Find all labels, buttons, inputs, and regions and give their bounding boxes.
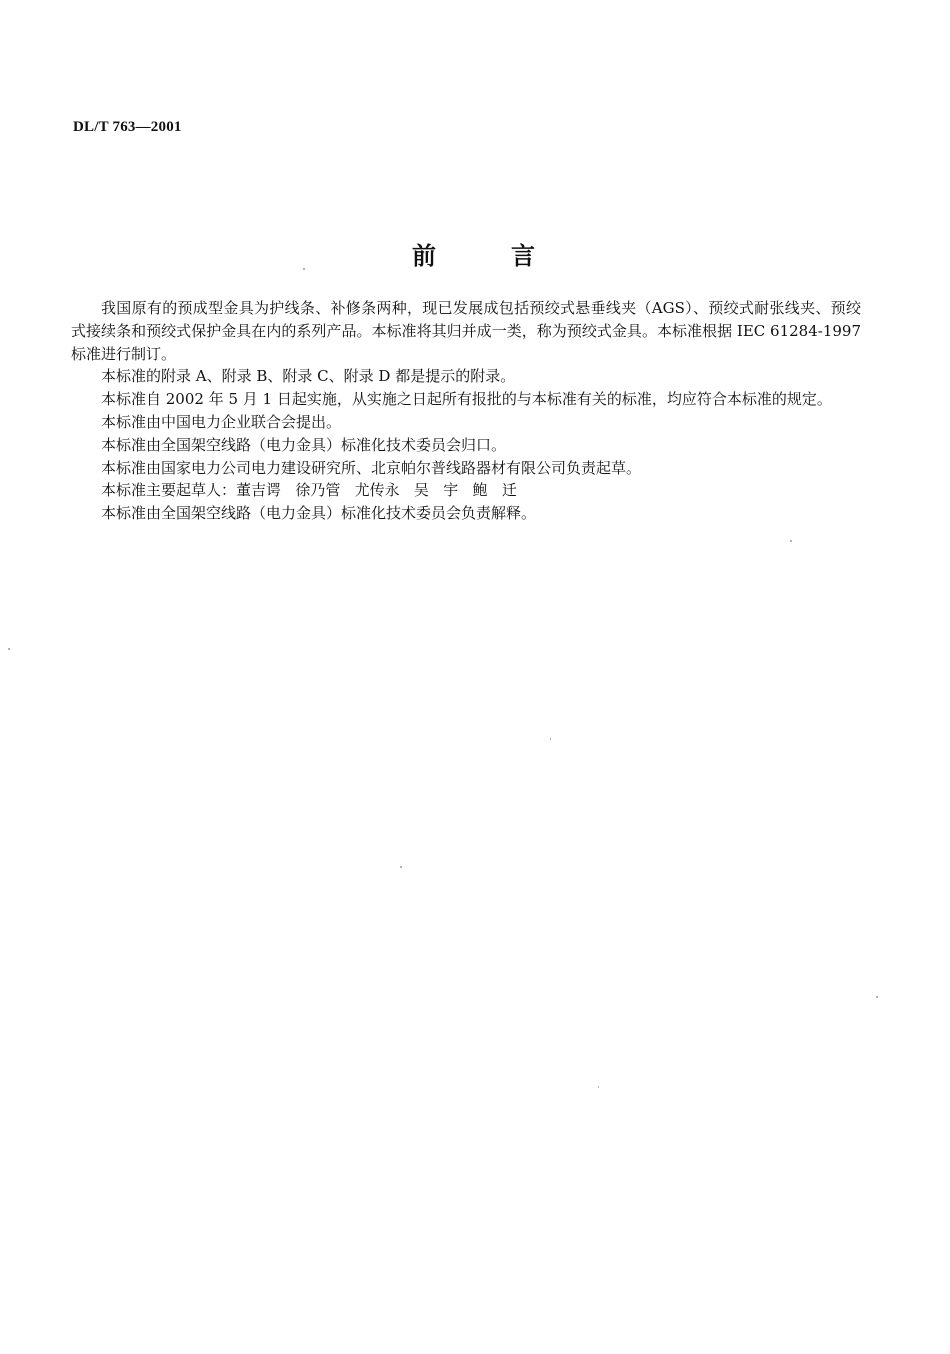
- paragraph-centralized: 本标准由全国架空线路（电力金具）标准化技术委员会归口。: [101, 435, 507, 454]
- page-title: [0, 236, 950, 271]
- drafters-names: 董吉谔 徐乃管 尤传永 吴 宇 鲍 迁: [236, 481, 517, 500]
- foreword-body: [71, 297, 861, 525]
- paragraph-drafters: [71, 479, 861, 502]
- scan-speck: [598, 1086, 599, 1088]
- scan-speck: [8, 648, 10, 650]
- paragraph-drafting-units: 本标准由国家电力公司电力建设研究所、北京帕尔普线路器材有限公司负责起草。: [101, 458, 642, 477]
- title-char-1: 前: [412, 241, 439, 270]
- scan-speck: [400, 866, 402, 868]
- scan-speck: [876, 996, 878, 998]
- drafters-label: 本标准主要起草人：: [101, 481, 237, 500]
- scan-speck: [790, 540, 792, 542]
- standard-number: DL/T 763—2001: [73, 119, 182, 135]
- paragraph-appendices: 本标准的附录 A、附录 B、附录 C、附录 D 都是提示的附录。: [101, 367, 516, 386]
- scan-speck: [303, 268, 305, 270]
- paragraph-intro: 我国原有的预成型金具为护线条、补修条两种，现已发展成包括预绞式悬垂线夹（AGS）、预绞式耐张线夹、预绞式接续条和预绞式保护金具在内的系列产品。本标准将其归并成一类，称为预绞式金具。本标准根据 IEC 61284-1997 标准进行制订。: [71, 299, 861, 363]
- title-char-2: 言: [511, 241, 538, 270]
- paragraph-interpretation: 本标准由全国架空线路（电力金具）标准化技术委员会负责解释。: [101, 504, 537, 523]
- paragraph-proposer: 本标准由中国电力企业联合会提出。: [101, 412, 342, 431]
- scan-speck: [550, 738, 551, 740]
- paragraph-effective-date: 本标准自 2002 年 5 月 1 日起实施，从实施之日起所有报批的与本标准有关的标准，均应符合本标准的规定。: [101, 390, 832, 409]
